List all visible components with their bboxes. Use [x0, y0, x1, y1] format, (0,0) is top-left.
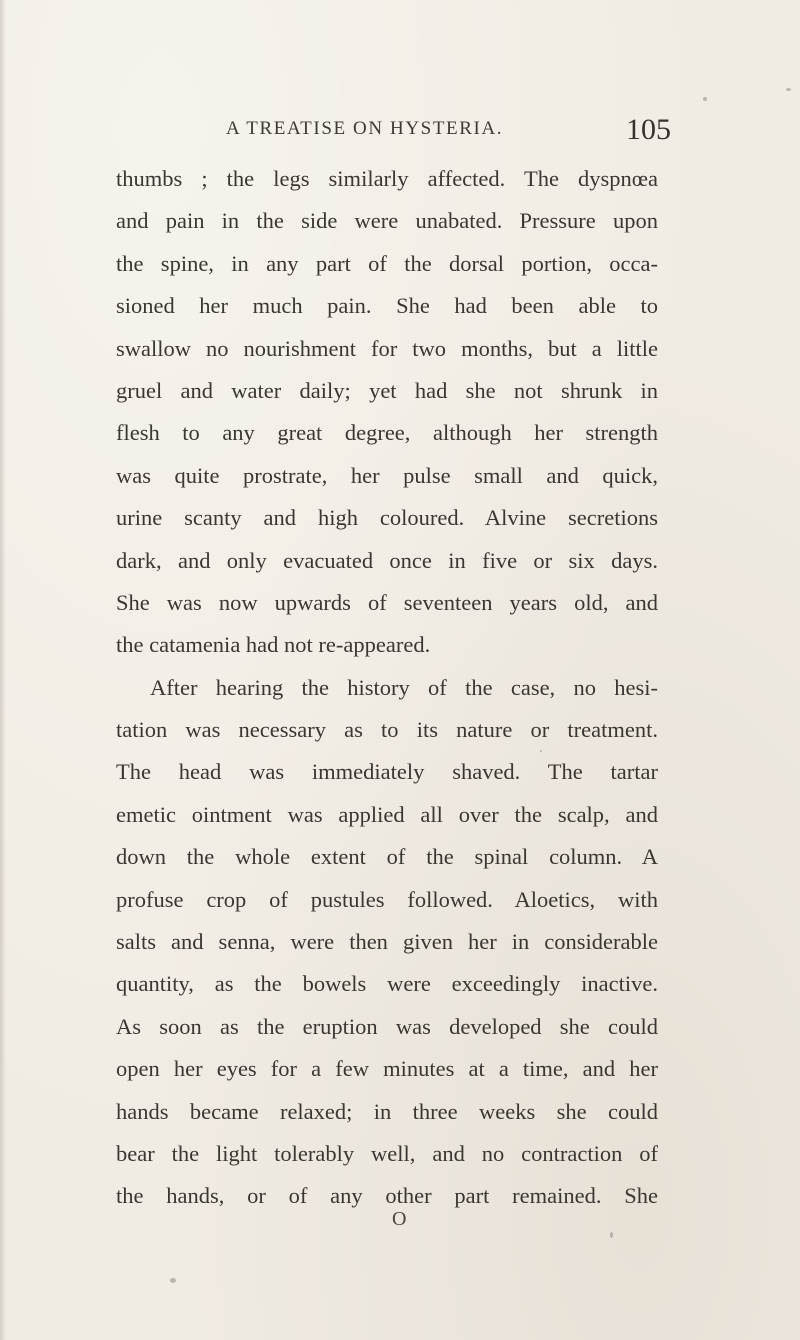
text-line: quantity, as the bowels were exceedingly inactive. — [116, 971, 658, 997]
text-line: swallow no nourishment for two months, but a little — [116, 335, 658, 361]
page-binding-edge — [0, 0, 6, 1340]
paper-speck — [610, 1232, 613, 1238]
page-header — [0, 113, 800, 158]
paper-speck — [703, 97, 707, 101]
text-line: dark, and only evacuated once in five or six days. — [116, 547, 658, 573]
text-line: urine scanty and high coloured. Alvine secretions — [116, 505, 658, 531]
paper-speck — [170, 1278, 176, 1283]
text-line: hands became relaxed; in three weeks she could — [116, 1098, 658, 1124]
text-line: sioned her much pain. She had been able to — [116, 293, 658, 319]
text-line-paragraph-start: After hearing the history of the case, no hesi- — [150, 674, 658, 700]
signature-mark: O — [392, 1208, 407, 1230]
text-line: down the whole extent of the spinal column. A — [116, 844, 658, 870]
text-line: the hands, or of any other part remained. She — [116, 1183, 658, 1209]
text-line: salts and senna, were then given her in considerable — [116, 929, 658, 955]
paper-speck — [540, 750, 542, 752]
text-line: tation was necessary as to its nature or treatment. — [116, 717, 658, 743]
text-line: the spine, in any part of the dorsal portion, occa- — [116, 250, 658, 276]
page-number: 105 — [626, 113, 671, 146]
body-text — [116, 158, 658, 1218]
text-line: open her eyes for a few minutes at a time, and her — [116, 1056, 658, 1082]
text-line-paragraph-end: the catamenia had not re-appeared. — [116, 632, 431, 658]
text-line: bear the light tolerably well, and no contraction of — [116, 1140, 658, 1166]
text-line: gruel and water daily; yet had she not shrunk in — [116, 377, 658, 403]
text-line: was quite prostrate, her pulse small and quick, — [116, 462, 658, 488]
running-title: A TREATISE ON HYSTERIA. — [226, 118, 504, 139]
text-line: flesh to any great degree, although her strength — [116, 420, 658, 446]
text-line: emetic ointment was applied all over the scalp, and — [116, 801, 658, 827]
paper-speck — [786, 88, 791, 91]
text-line: She was now upwards of seventeen years old, and — [116, 589, 658, 615]
text-line: profuse crop of pustules followed. Aloetics, with — [116, 886, 658, 912]
text-line: and pain in the side were unabated. Pressure upon — [116, 208, 658, 234]
text-line: The head was immediately shaved. The tartar — [116, 759, 658, 785]
text-line: As soon as the eruption was developed she could — [116, 1013, 658, 1039]
text-line: thumbs ; the legs similarly affected. The dyspnœa — [116, 166, 658, 191]
